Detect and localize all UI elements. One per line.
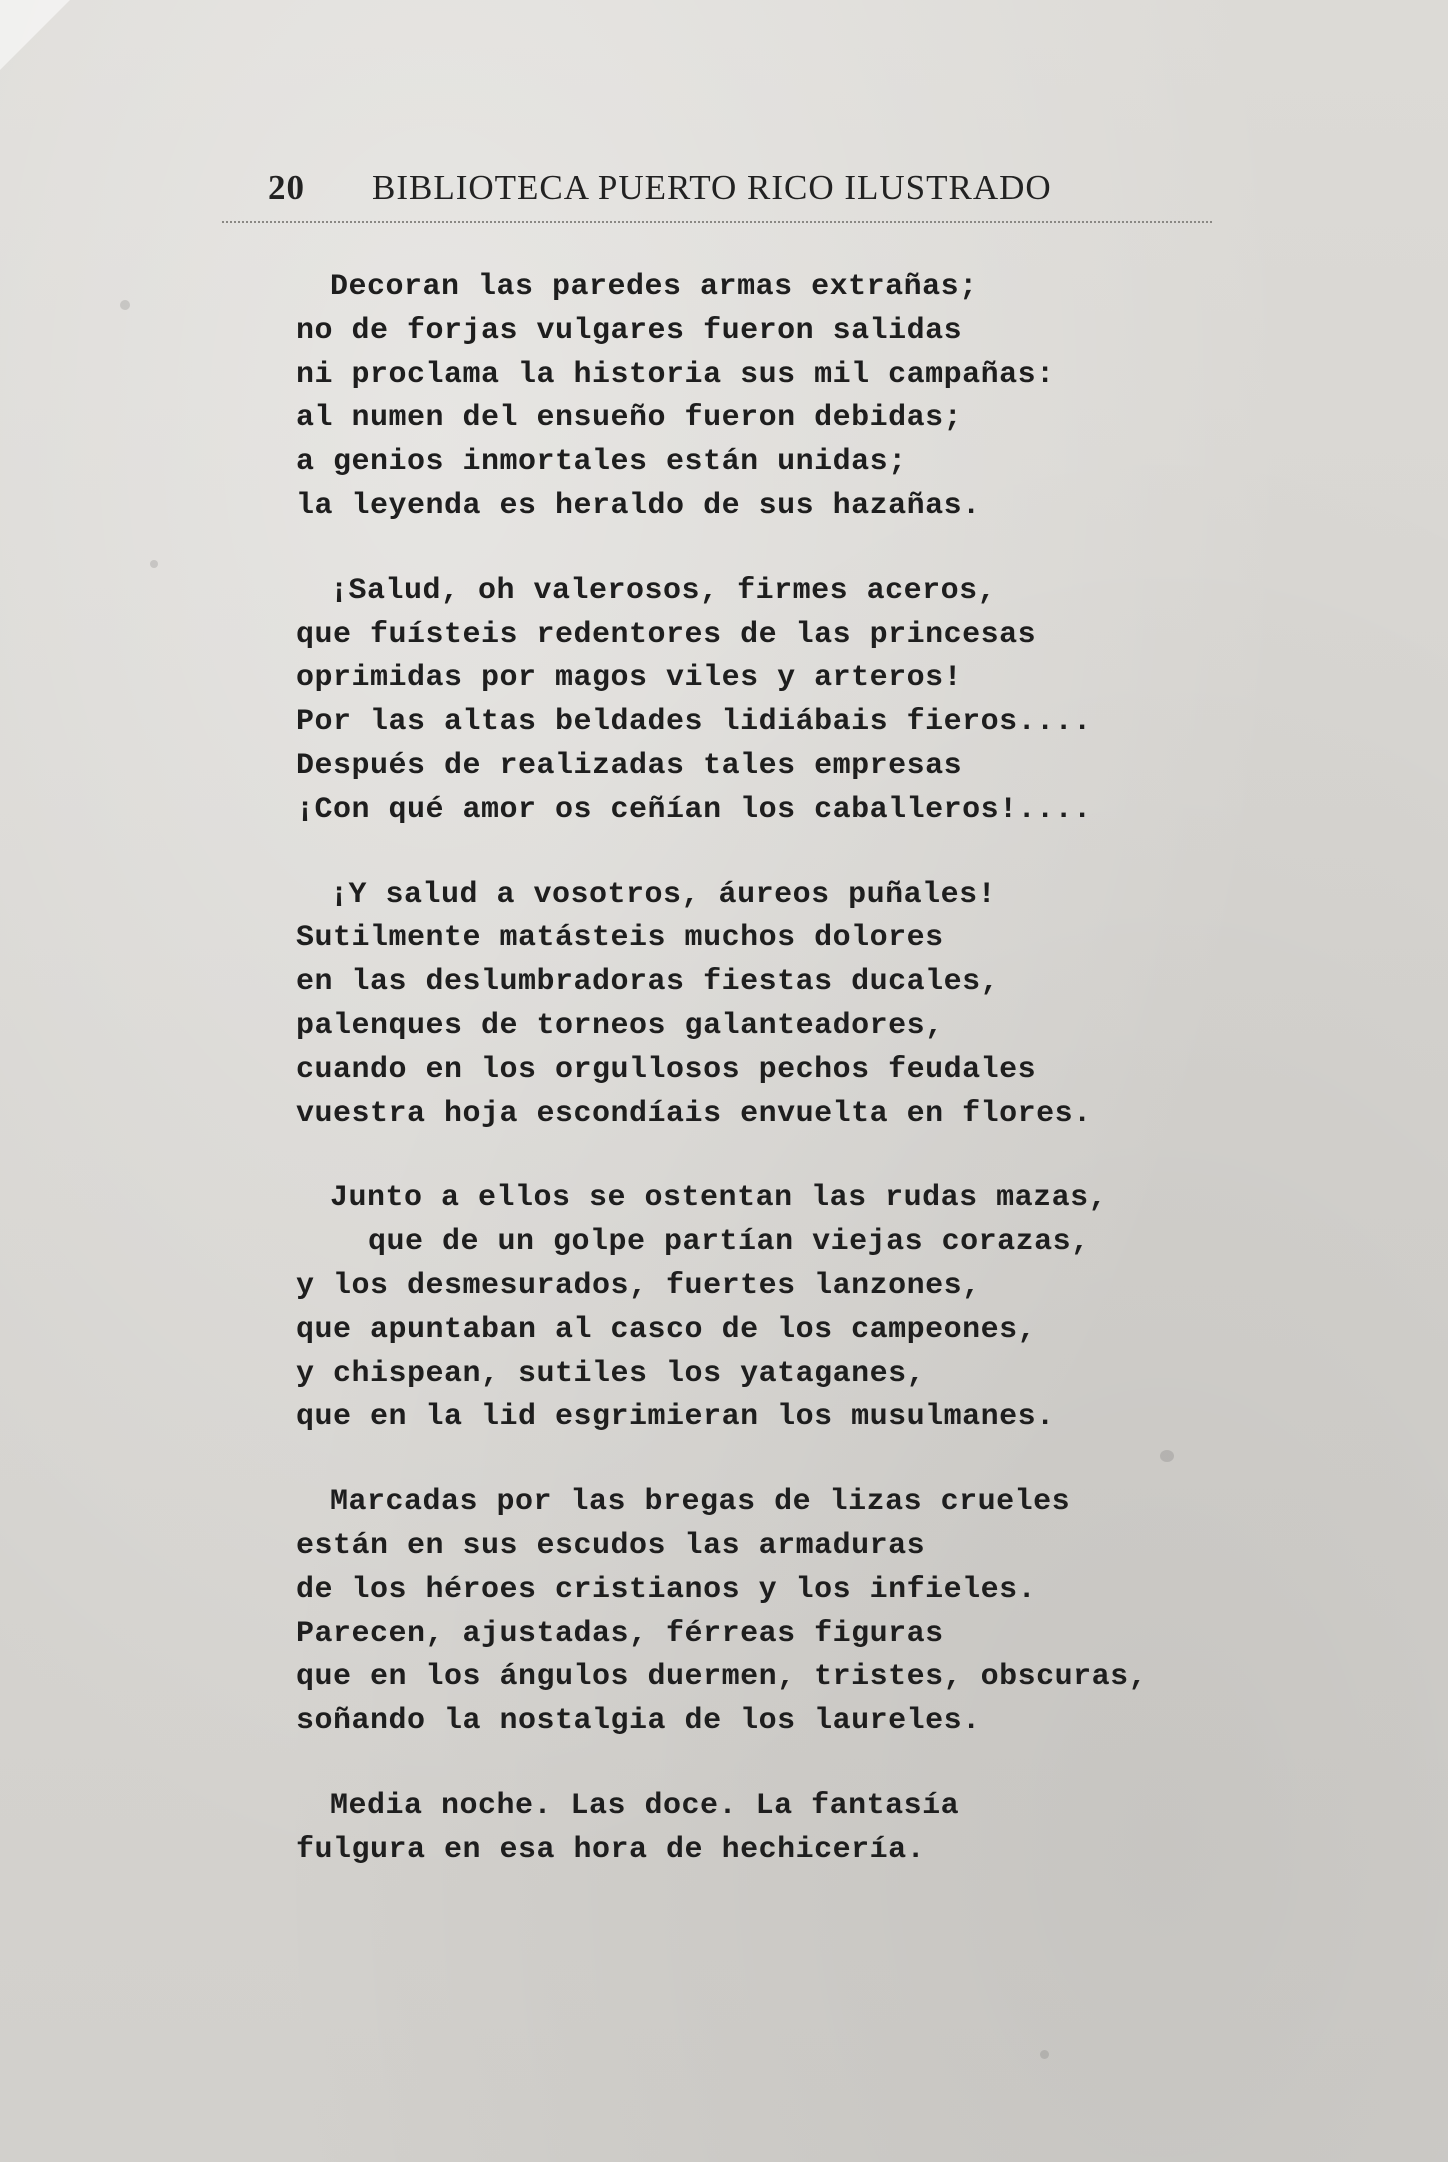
poem-line: que fuísteis redentores de las princesas (296, 617, 1037, 652)
poem-line: oprimidas por magos viles y arteros! (296, 661, 963, 696)
poem-line: no de forjas vulgares fueron salidas (296, 313, 963, 348)
poem-line: que de un golpe partían viejas corazas, (368, 1225, 1090, 1260)
paper-speck (1040, 2050, 1049, 2059)
poem-line: en las deslumbradoras fiestas ducales, (296, 965, 1000, 1000)
poem-line: al numen del ensueño fueron debidas; (296, 401, 963, 436)
poem-line: que en los ángulos duermen, tristes, obscuras, (296, 1660, 1148, 1695)
page-number: 20 (268, 168, 305, 207)
poem-line: ni proclama la historia sus mil campañas: (296, 357, 1055, 392)
poem (296, 266, 1156, 1914)
poem-line: están en sus escudos las armaduras (296, 1528, 926, 1563)
poem-line: fulgura en esa hora de hechicería. (296, 1832, 926, 1867)
poem-line: y chispean, sutiles los yataganes, (296, 1356, 926, 1391)
stanza-4 (296, 1177, 1156, 1440)
poem-line: Sutilmente matásteis muchos dolores (296, 921, 944, 956)
stanza-6 (296, 1785, 1156, 1873)
poem-line: cuando en los orgullosos pechos feudales (296, 1052, 1037, 1087)
poem-line: la leyenda es heraldo de sus hazañas. (296, 488, 981, 523)
poem-line: Media noche. Las doce. La fantasía (330, 1788, 960, 1823)
poem-line: Después de realizadas tales empresas (296, 748, 963, 783)
poem-line: Decoran las paredes armas extrañas; (330, 270, 978, 304)
poem-line: que en la lid esgrimieran los musulmanes. (296, 1400, 1055, 1435)
running-head (268, 168, 1268, 214)
stanza-2 (296, 570, 1156, 833)
folded-corner (0, 0, 70, 70)
poem-line: que apuntaban al casco de los campeones, (296, 1312, 1037, 1347)
stanza-3 (296, 874, 1156, 1137)
poem-line: Marcadas por las bregas de lizas crueles (330, 1485, 1071, 1520)
page-edge (1448, 0, 1454, 2162)
paper-speck (1160, 1450, 1174, 1462)
paper-speck (120, 300, 130, 310)
poem-line: Junto a ellos se ostentan las rudas mazas, (330, 1181, 1108, 1216)
poem-line: y los desmesurados, fuertes lanzones, (296, 1268, 981, 1303)
poem-line: palenques de torneos galanteadores, (296, 1008, 944, 1043)
header-rule (222, 221, 1212, 223)
poem-line: ¡Y salud a vosotros, áureos puñales! (330, 877, 997, 912)
poem-line: de los héroes cristianos y los infieles. (296, 1572, 1037, 1607)
poem-line: ¡Salud, oh valerosos, firmes aceros, (330, 573, 997, 608)
poem-line: Parecen, ajustadas, férreas figuras (296, 1616, 944, 1651)
poem-line: ¡Con qué amor os ceñían los caballeros!.... (296, 792, 1092, 827)
stanza-1 (296, 266, 1156, 529)
stanza-5 (296, 1481, 1156, 1744)
poem-line: Por las altas beldades lidiábais fieros.... (296, 705, 1092, 740)
poem-line: soñando la nostalgia de los laureles. (296, 1704, 981, 1739)
poem-line: vuestra hoja escondíais envuelta en flores. (296, 1096, 1092, 1131)
paper-speck (150, 560, 158, 568)
book-title: BIBLIOTECA PUERTO RICO ILUSTRADO (372, 168, 1052, 207)
poem-line: a genios inmortales están unidas; (296, 445, 907, 480)
